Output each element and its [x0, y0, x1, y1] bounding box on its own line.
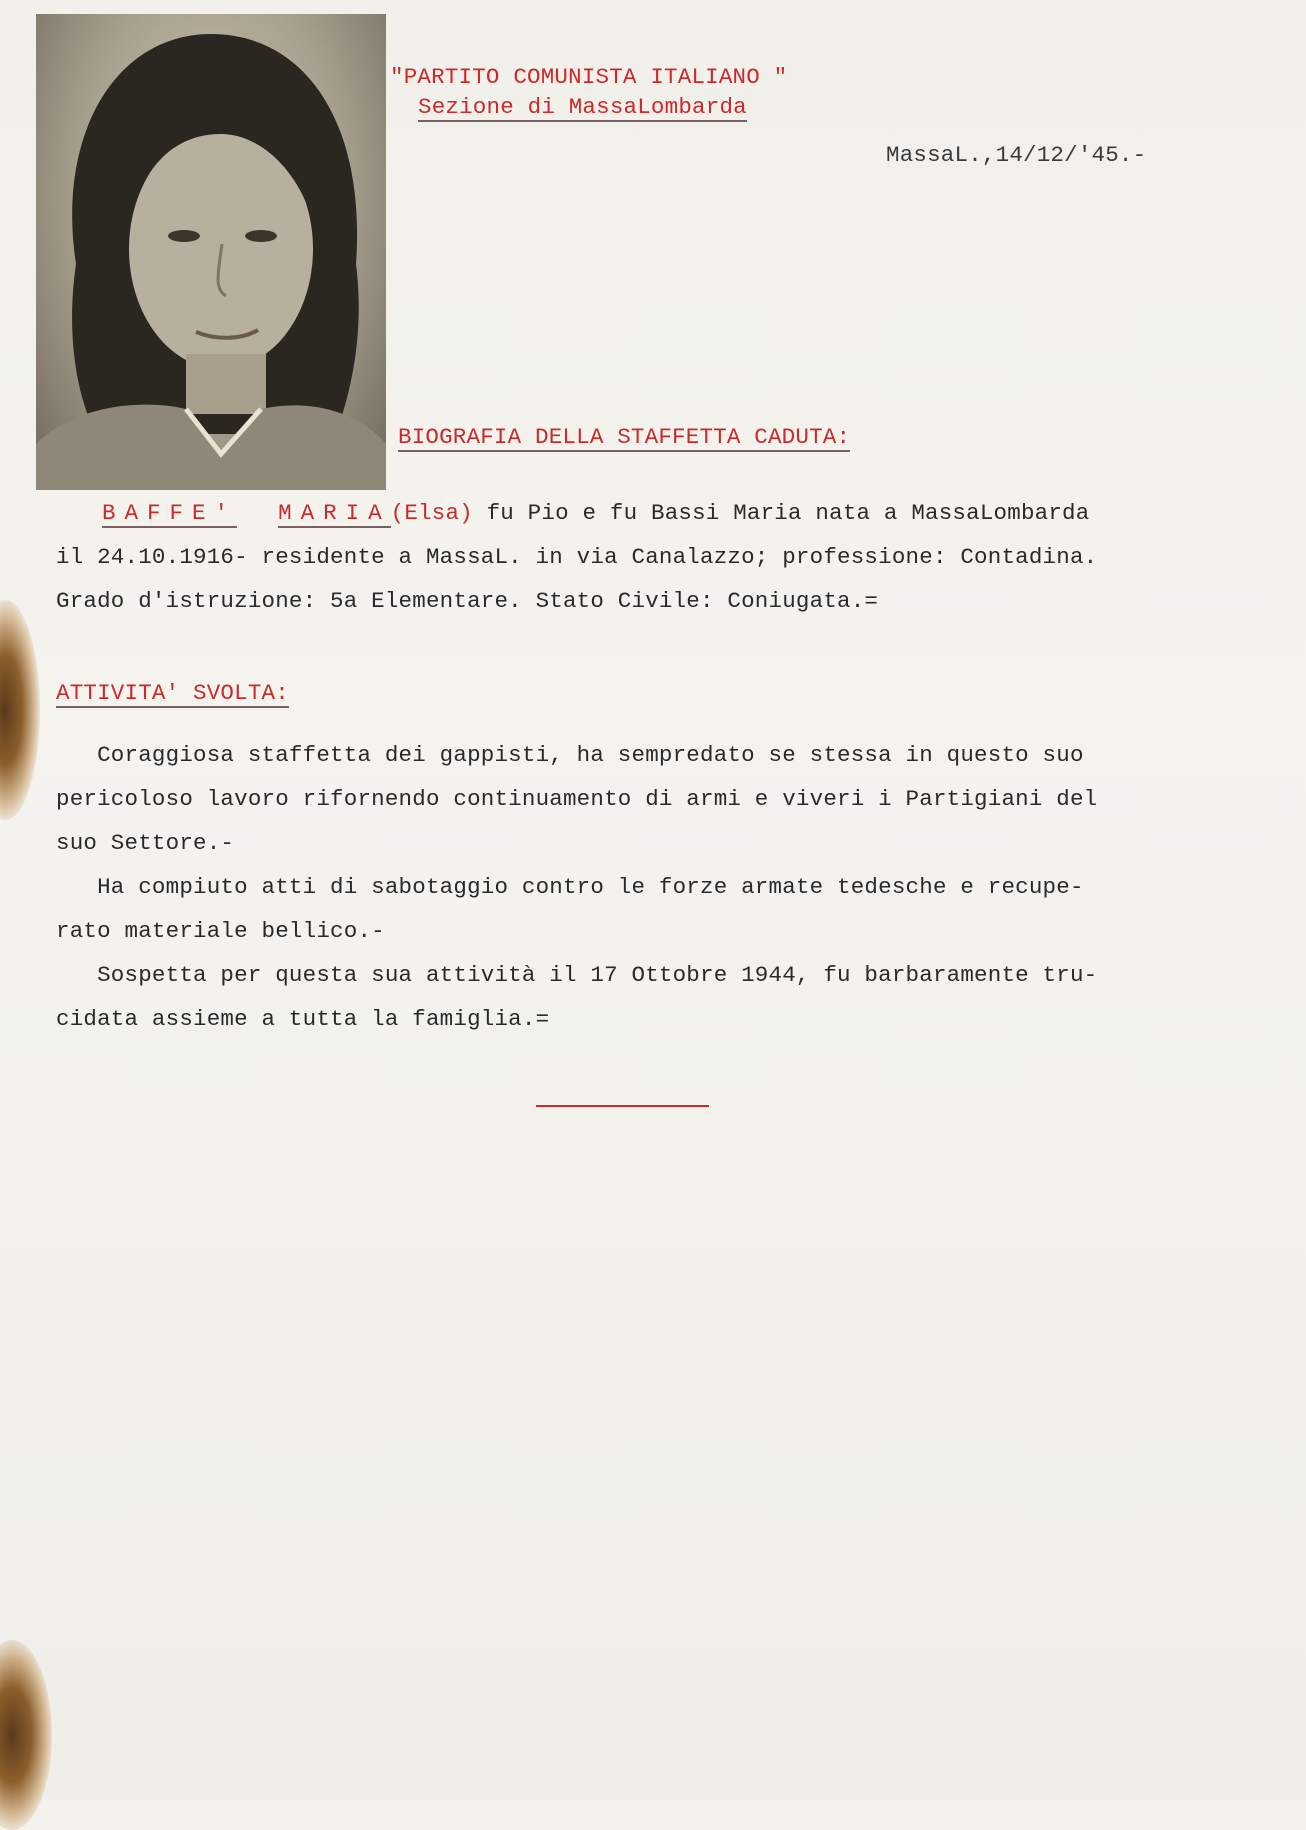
closing-rule [536, 1105, 709, 1107]
given-name: MARIA [278, 500, 391, 526]
activity-line: suo Settore.- [56, 830, 235, 856]
burn-stain [0, 1640, 52, 1830]
activity-line: rato materiale bellico.- [56, 918, 385, 944]
identity-line-1 [102, 500, 1089, 526]
surname: BAFFE' [102, 500, 238, 526]
identity-line-2: il 24.10.1916- residente a MassaL. in via Canalazzo; professione: Contadina. [56, 544, 1098, 570]
document-date: MassaL.,14/12/'45.- [886, 142, 1147, 168]
burn-stain [0, 600, 40, 820]
activity-line: Ha compiuto atti di sabotaggio contro le forze armate tedesche e recupe- [56, 874, 1084, 900]
activity-line: pericoloso lavoro rifornendo continuamento di armi e viveri i Partigiani del [56, 786, 1098, 812]
activity-title: ATTIVITA' SVOLTA: [56, 680, 289, 706]
party-header: "PARTITO COMUNISTA ITALIANO " [390, 64, 788, 90]
identity-line-3: Grado d'istruzione: 5a Elementare. Stato Civile: Coniugata.= [56, 588, 879, 614]
identity-rest: fu Pio e fu Bassi Maria nata a MassaLombarda [486, 500, 1090, 526]
activity-line: cidata assieme a tutta la famiglia.= [56, 1006, 550, 1032]
nickname: (Elsa) [390, 500, 473, 526]
activity-line: Coraggiosa staffetta dei gappisti, ha sempredato se stessa in questo suo [56, 742, 1084, 768]
biography-title: BIOGRAFIA DELLA STAFFETTA CADUTA: [398, 424, 851, 450]
activity-line: Sospetta per questa sua attività il 17 Ottobre 1944, fu barbaramente tru- [56, 962, 1098, 988]
section-header: Sezione di MassaLombarda [418, 94, 747, 120]
portrait-photo [36, 14, 386, 490]
